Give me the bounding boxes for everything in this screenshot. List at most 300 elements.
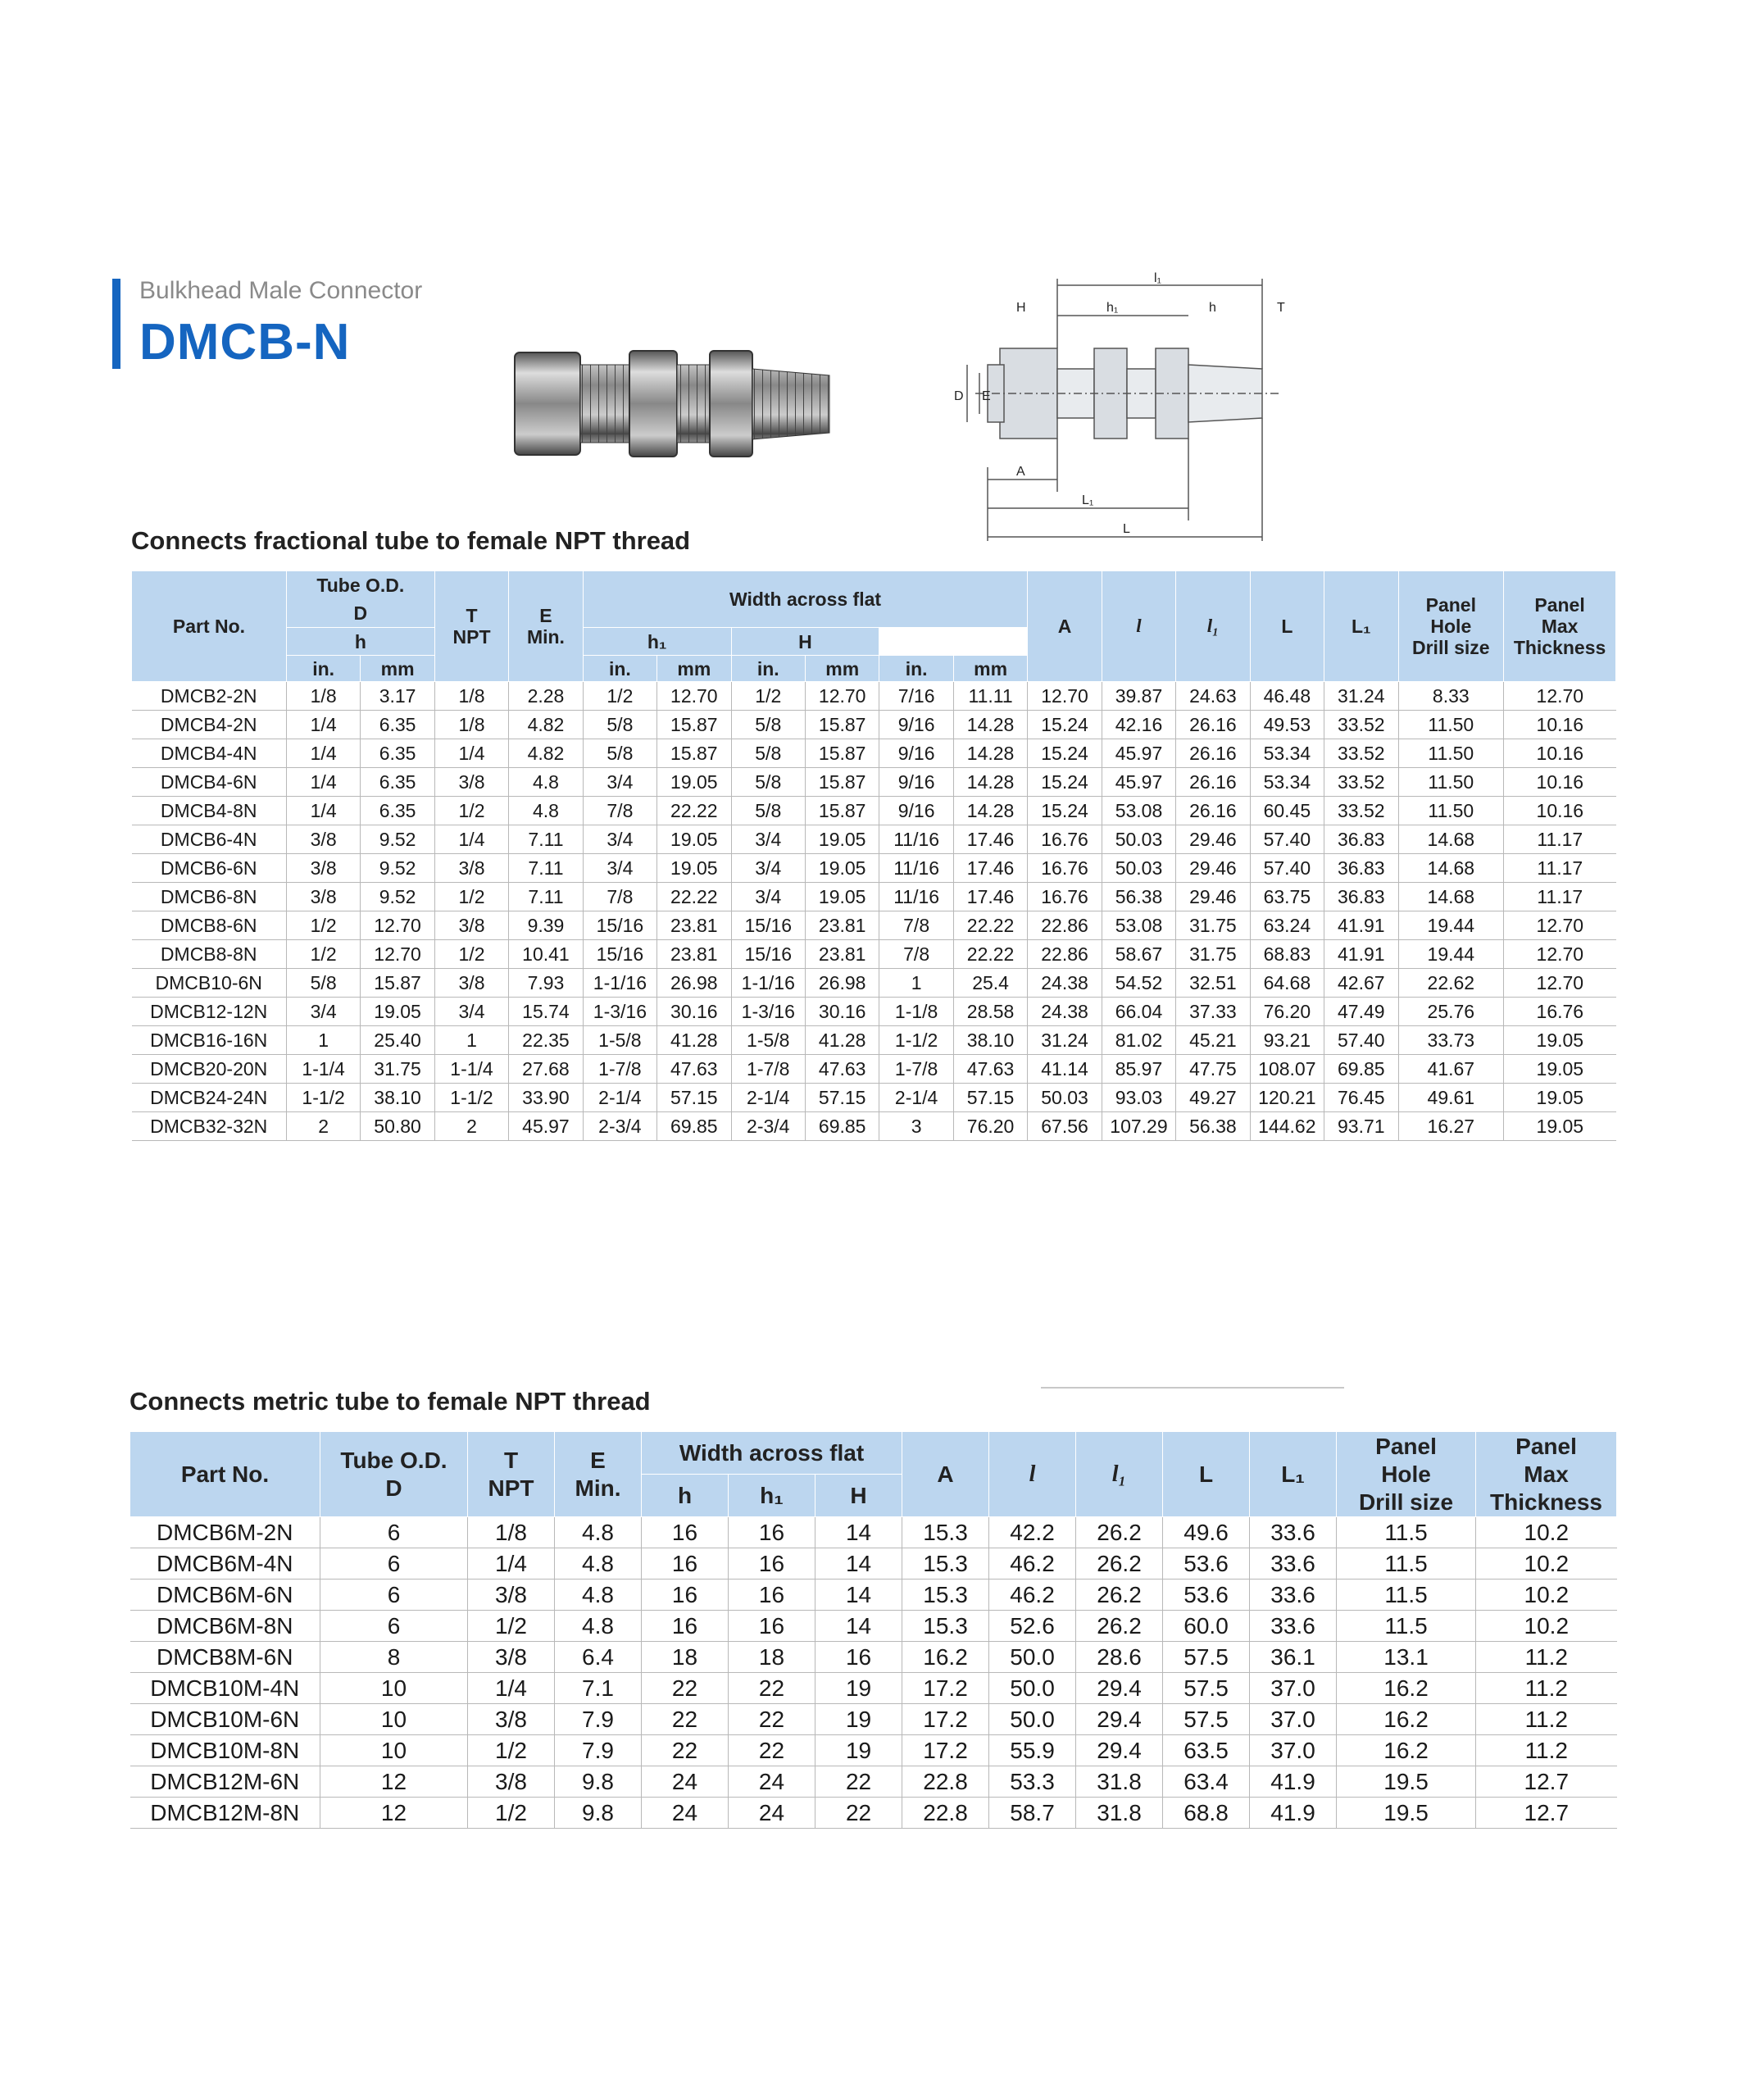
table-cell: 1/4: [286, 711, 360, 739]
table-cell: 7/16: [879, 682, 953, 711]
table-cell: 26.98: [805, 969, 879, 998]
header-h1-in: in.: [731, 656, 805, 682]
metric-header-L: L: [1163, 1432, 1250, 1517]
table-cell: 57.40: [1250, 854, 1324, 883]
table-cell: 63.5: [1163, 1735, 1250, 1766]
table-cell: 1: [286, 1026, 360, 1055]
header-panel-hole-2: Hole: [1430, 616, 1472, 637]
table-cell: 22.8: [902, 1766, 989, 1798]
metric-header-h: h: [642, 1475, 729, 1517]
header-panel-max-3: Thickness: [1513, 637, 1606, 658]
header-l1: l₁: [1176, 571, 1250, 682]
table-cell: 15.3: [902, 1517, 989, 1548]
part-number-cell: DMCB6-8N: [132, 883, 287, 911]
table-cell: 6.35: [361, 768, 434, 797]
table-cell: 26.2: [1076, 1548, 1163, 1580]
table-cell: 15.87: [805, 768, 879, 797]
table-cell: 5/8: [583, 711, 656, 739]
drawing-label-L1: L₁: [1082, 493, 1094, 507]
part-number-cell: DMCB12M-6N: [130, 1766, 320, 1798]
header-h1: h₁: [583, 628, 731, 656]
table-cell: 33.52: [1324, 739, 1398, 768]
table-cell: 12: [320, 1798, 468, 1829]
table-cell: 16: [642, 1548, 729, 1580]
table-cell: 3.17: [361, 682, 434, 711]
header-h: h: [286, 628, 434, 656]
table-cell: 14.28: [953, 711, 1027, 739]
table-cell: 11.50: [1398, 768, 1504, 797]
part-number-cell: DMCB10M-4N: [130, 1673, 320, 1704]
table-cell: 7.1: [555, 1673, 642, 1704]
table-cell: 22.62: [1398, 969, 1504, 998]
part-number-cell: DMCB4-4N: [132, 739, 287, 768]
table-cell: 3/4: [434, 998, 508, 1026]
table-cell: 2.28: [509, 682, 583, 711]
table-cell: 16.76: [1028, 883, 1102, 911]
part-number-cell: DMCB6M-6N: [130, 1580, 320, 1611]
table-cell: 31.75: [1176, 940, 1250, 969]
table-cell: 14.68: [1398, 883, 1504, 911]
table-cell: 7.93: [509, 969, 583, 998]
table-cell: 33.52: [1324, 797, 1398, 825]
table-cell: 47.49: [1324, 998, 1398, 1026]
table-cell: 57.15: [805, 1084, 879, 1112]
table-cell: 5/8: [286, 969, 360, 998]
table-cell: 33.52: [1324, 711, 1398, 739]
table-cell: 24: [729, 1798, 815, 1829]
table-cell: 81.02: [1102, 1026, 1175, 1055]
table-row: [130, 1673, 1617, 1704]
table-cell: 13.1: [1337, 1642, 1476, 1673]
table-cell: 12.70: [1028, 682, 1102, 711]
table-cell: 26.16: [1176, 711, 1250, 739]
table-row: [132, 1112, 1616, 1141]
section-title-metric: Connects metric tube to female NPT thread: [129, 1387, 651, 1416]
table-cell: 1/2: [731, 682, 805, 711]
header-H-mm: mm: [953, 656, 1027, 682]
table-cell: 7.9: [555, 1704, 642, 1735]
table-cell: 46.48: [1250, 682, 1324, 711]
table-cell: 3/4: [731, 883, 805, 911]
table-cell: 22: [729, 1704, 815, 1735]
table-cell: 63.24: [1250, 911, 1324, 940]
table-cell: 26.98: [657, 969, 731, 998]
table-cell: 12.7: [1476, 1798, 1617, 1829]
table-cell: 6: [320, 1611, 468, 1642]
table-cell: 53.34: [1250, 768, 1324, 797]
table-cell: 15.24: [1028, 797, 1102, 825]
header-od-mm: mm: [361, 656, 434, 682]
table-cell: 58.7: [989, 1798, 1076, 1829]
table-cell: 14: [815, 1611, 902, 1642]
table-cell: 16.27: [1398, 1112, 1504, 1141]
table-cell: 14.28: [953, 768, 1027, 797]
header-tube-od-label: Tube O.D.: [316, 575, 405, 596]
table-cell: 24.38: [1028, 998, 1102, 1026]
table-row: [132, 969, 1616, 998]
table-cell: 53.08: [1102, 911, 1175, 940]
table-row: [130, 1735, 1617, 1766]
table-cell: 1/4: [286, 768, 360, 797]
metric-header-tube-od-label: Tube O.D.: [340, 1447, 447, 1473]
table-cell: 15/16: [731, 911, 805, 940]
header-panel-hole: [1398, 571, 1504, 682]
metric-header-a: A: [902, 1432, 989, 1517]
table-cell: 1-7/8: [731, 1055, 805, 1084]
table-cell: 15.24: [1028, 739, 1102, 768]
table-cell: 46.2: [989, 1548, 1076, 1580]
table-cell: 1/4: [286, 739, 360, 768]
table-cell: 49.53: [1250, 711, 1324, 739]
table-row: [132, 998, 1616, 1026]
table-cell: 10: [320, 1735, 468, 1766]
table-cell: 4.8: [509, 797, 583, 825]
table-cell: 11.17: [1504, 854, 1616, 883]
metric-header-panel-max: [1476, 1432, 1617, 1517]
table-row: [132, 1026, 1616, 1055]
table-row: [130, 1548, 1617, 1580]
header-panel-max: [1504, 571, 1616, 682]
table-cell: 1-1/2: [434, 1084, 508, 1112]
table-cell: 11.50: [1398, 797, 1504, 825]
table-cell: 33.6: [1250, 1611, 1337, 1642]
table-cell: 1/2: [434, 797, 508, 825]
table-cell: 108.07: [1250, 1055, 1324, 1084]
table-cell: 69.85: [657, 1112, 731, 1141]
table-cell: 19.5: [1337, 1766, 1476, 1798]
table-cell: 4.8: [509, 768, 583, 797]
table-cell: 41.14: [1028, 1055, 1102, 1084]
table-cell: 47.63: [953, 1055, 1027, 1084]
table-cell: 3/8: [286, 854, 360, 883]
table-cell: 11.11: [953, 682, 1027, 711]
table-cell: 31.8: [1076, 1798, 1163, 1829]
header-d-label: D: [353, 602, 368, 624]
table-cell: 9/16: [879, 768, 953, 797]
table-cell: 12.70: [805, 682, 879, 711]
table-cell: 3/4: [583, 825, 656, 854]
table-cell: 16.2: [902, 1642, 989, 1673]
table-cell: 45.21: [1176, 1026, 1250, 1055]
table-cell: 15.24: [1028, 768, 1102, 797]
table-cell: 3/8: [468, 1704, 555, 1735]
table-cell: 37.0: [1250, 1673, 1337, 1704]
metric-header-H: H: [815, 1475, 902, 1517]
table-cell: 24.63: [1176, 682, 1250, 711]
table-cell: 17.2: [902, 1704, 989, 1735]
table-cell: 11.2: [1476, 1642, 1617, 1673]
table-cell: 19.05: [657, 768, 731, 797]
table-cell: 57.15: [953, 1084, 1027, 1112]
table-cell: 14.28: [953, 739, 1027, 768]
table-cell: 9.52: [361, 854, 434, 883]
table-cell: 50.0: [989, 1704, 1076, 1735]
table-cell: 12.7: [1476, 1766, 1617, 1798]
table-cell: 5/8: [731, 711, 805, 739]
table-cell: 18: [729, 1642, 815, 1673]
table-cell: 16.2: [1337, 1673, 1476, 1704]
table-cell: 50.80: [361, 1112, 434, 1141]
table-cell: 19.05: [657, 825, 731, 854]
table-cell: 120.21: [1250, 1084, 1324, 1112]
table-cell: 66.04: [1102, 998, 1175, 1026]
table-cell: 33.73: [1398, 1026, 1504, 1055]
table-cell: 41.9: [1250, 1766, 1337, 1798]
table-cell: 11.2: [1476, 1673, 1617, 1704]
table-cell: 9.39: [509, 911, 583, 940]
table-cell: 17.2: [902, 1673, 989, 1704]
header-h-in: in.: [583, 656, 656, 682]
table-cell: 15/16: [583, 911, 656, 940]
table-cell: 1/4: [434, 825, 508, 854]
table-row: [130, 1580, 1617, 1611]
table-cell: 14: [815, 1517, 902, 1548]
metric-header-npt-label: NPT: [488, 1475, 534, 1501]
part-number-cell: DMCB2-2N: [132, 682, 287, 711]
table-cell: 29.4: [1076, 1704, 1163, 1735]
drawing-label-T: T: [1277, 301, 1285, 315]
table-cell: 11.5: [1337, 1580, 1476, 1611]
table-cell: 23.81: [805, 911, 879, 940]
table-cell: 9.52: [361, 825, 434, 854]
table-cell: 15.87: [805, 711, 879, 739]
table-cell: 19.05: [1504, 1055, 1616, 1084]
metric-spec-table: [129, 1431, 1617, 1829]
table-cell: 14: [815, 1548, 902, 1580]
table-cell: 12.70: [361, 911, 434, 940]
metric-table-body: [130, 1517, 1617, 1829]
table-cell: 14.68: [1398, 825, 1504, 854]
table-cell: 50.03: [1028, 1084, 1102, 1112]
table-cell: 12.70: [1504, 940, 1616, 969]
table-cell: 31.24: [1324, 682, 1398, 711]
table-cell: 76.20: [953, 1112, 1027, 1141]
part-number-cell: DMCB32-32N: [132, 1112, 287, 1141]
table-cell: 3/8: [468, 1642, 555, 1673]
table-cell: 57.15: [657, 1084, 731, 1112]
table-cell: 45.97: [1102, 739, 1175, 768]
table-cell: 64.68: [1250, 969, 1324, 998]
table-cell: 29.4: [1076, 1735, 1163, 1766]
table-cell: 31.8: [1076, 1766, 1163, 1798]
table-cell: 19: [815, 1735, 902, 1766]
table-cell: 1: [879, 969, 953, 998]
table-cell: 1/2: [286, 911, 360, 940]
table-cell: 15.74: [509, 998, 583, 1026]
table-cell: 3/8: [468, 1766, 555, 1798]
table-cell: 14.28: [953, 797, 1027, 825]
table-cell: 8: [320, 1642, 468, 1673]
metric-header-tube-od: [320, 1432, 468, 1517]
table-cell: 38.10: [953, 1026, 1027, 1055]
table-cell: 1/8: [468, 1517, 555, 1548]
table-cell: 18: [642, 1642, 729, 1673]
table-cell: 1/4: [468, 1548, 555, 1580]
metric-header-e: [555, 1432, 642, 1517]
header-min-label: Min.: [526, 626, 565, 648]
table-cell: 7/8: [583, 883, 656, 911]
table-cell: 15/16: [731, 940, 805, 969]
table-row: [132, 883, 1616, 911]
header-t: [434, 571, 508, 682]
table-cell: 69.85: [1324, 1055, 1398, 1084]
table-cell: 15/16: [583, 940, 656, 969]
table-cell: 6.4: [555, 1642, 642, 1673]
table-cell: 11/16: [879, 883, 953, 911]
table-row: [132, 1055, 1616, 1084]
table-row: [132, 768, 1616, 797]
header-od-in: in.: [286, 656, 360, 682]
part-number-cell: DMCB16-16N: [132, 1026, 287, 1055]
table-cell: 7.11: [509, 883, 583, 911]
table-cell: 36.83: [1324, 854, 1398, 883]
table-cell: 42.16: [1102, 711, 1175, 739]
header-H-in: in.: [879, 656, 953, 682]
table-cell: 16: [815, 1642, 902, 1673]
faint-rule-line: [1041, 1385, 1344, 1390]
table-cell: 1-7/8: [583, 1055, 656, 1084]
table-cell: 22: [729, 1673, 815, 1704]
table-cell: 2-3/4: [731, 1112, 805, 1141]
table-cell: 11/16: [879, 854, 953, 883]
section-title-fractional: Connects fractional tube to female NPT thread: [131, 526, 691, 555]
part-number-cell: DMCB10-6N: [132, 969, 287, 998]
table-cell: 47.63: [657, 1055, 731, 1084]
table-cell: 10.2: [1476, 1548, 1617, 1580]
table-cell: 57.40: [1324, 1026, 1398, 1055]
table-cell: 36.1: [1250, 1642, 1337, 1673]
table-cell: 16: [729, 1580, 815, 1611]
table-cell: 6: [320, 1580, 468, 1611]
table-cell: 9.8: [555, 1798, 642, 1829]
table-cell: 25.76: [1398, 998, 1504, 1026]
table-cell: 60.0: [1163, 1611, 1250, 1642]
table-cell: 12.70: [657, 682, 731, 711]
table-cell: 46.2: [989, 1580, 1076, 1611]
table-cell: 16: [642, 1580, 729, 1611]
table-cell: 3: [879, 1112, 953, 1141]
fractional-table-body: [132, 682, 1616, 1141]
table-cell: 23.81: [657, 911, 731, 940]
table-cell: 22.86: [1028, 940, 1102, 969]
table-cell: 1-1/2: [286, 1084, 360, 1112]
table-cell: 7.11: [509, 854, 583, 883]
table-cell: 76.20: [1250, 998, 1324, 1026]
product-photo: [508, 336, 836, 471]
table-cell: 42.67: [1324, 969, 1398, 998]
table-cell: 1/2: [286, 940, 360, 969]
table-row: [130, 1766, 1617, 1798]
table-cell: 12.70: [1504, 969, 1616, 998]
table-cell: 1/2: [468, 1611, 555, 1642]
table-cell: 9/16: [879, 797, 953, 825]
table-cell: 16: [729, 1548, 815, 1580]
table-cell: 1/8: [286, 682, 360, 711]
table-cell: 3/8: [434, 911, 508, 940]
table-cell: 33.6: [1250, 1548, 1337, 1580]
table-cell: 4.8: [555, 1548, 642, 1580]
part-number-cell: DMCB12M-8N: [130, 1798, 320, 1829]
table-cell: 93.03: [1102, 1084, 1175, 1112]
table-row: [132, 682, 1616, 711]
table-cell: 37.33: [1176, 998, 1250, 1026]
part-number-cell: DMCB12-12N: [132, 998, 287, 1026]
table-row: [130, 1517, 1617, 1548]
table-cell: 22: [642, 1673, 729, 1704]
table-cell: 3/8: [434, 768, 508, 797]
table-cell: 22.22: [953, 940, 1027, 969]
table-cell: 67.56: [1028, 1112, 1102, 1141]
table-row: [132, 711, 1616, 739]
part-number-cell: DMCB24-24N: [132, 1084, 287, 1112]
table-cell: 15.87: [657, 711, 731, 739]
table-cell: 47.75: [1176, 1055, 1250, 1084]
table-cell: 45.97: [1102, 768, 1175, 797]
metric-header-panel-hole-2: Hole: [1381, 1461, 1431, 1487]
table-cell: 53.34: [1250, 739, 1324, 768]
header-e-label: E: [539, 605, 552, 626]
header-tube-od: [286, 571, 434, 628]
table-cell: 76.45: [1324, 1084, 1398, 1112]
table-cell: 22.22: [657, 797, 731, 825]
table-row: [132, 854, 1616, 883]
header-panel-hole-1: Panel: [1425, 594, 1476, 616]
technical-drawing: [943, 270, 1320, 557]
metric-header-d-label: D: [385, 1475, 402, 1501]
metric-header-panel-hole: [1337, 1432, 1476, 1517]
table-cell: 54.52: [1102, 969, 1175, 998]
table-cell: 4.8: [555, 1580, 642, 1611]
table-cell: 2-1/4: [731, 1084, 805, 1112]
table-cell: 1: [434, 1026, 508, 1055]
table-cell: 37.0: [1250, 1735, 1337, 1766]
table-cell: 1-7/8: [879, 1055, 953, 1084]
table-cell: 1/4: [434, 739, 508, 768]
table-cell: 69.85: [805, 1112, 879, 1141]
table-cell: 22.22: [953, 911, 1027, 940]
table-cell: 93.21: [1250, 1026, 1324, 1055]
table-cell: 19.05: [805, 883, 879, 911]
table-cell: 26.2: [1076, 1517, 1163, 1548]
metric-header-panel-hole-1: Panel: [1375, 1433, 1437, 1459]
table-cell: 5/8: [731, 739, 805, 768]
table-cell: 37.0: [1250, 1704, 1337, 1735]
table-cell: 57.5: [1163, 1673, 1250, 1704]
table-cell: 11.50: [1398, 739, 1504, 768]
table-cell: 1-1/2: [879, 1026, 953, 1055]
table-cell: 3/4: [286, 998, 360, 1026]
table-cell: 10.2: [1476, 1611, 1617, 1642]
metric-header-t: [468, 1432, 555, 1517]
header-panel-hole-3: Drill size: [1412, 637, 1490, 658]
table-cell: 26.16: [1176, 739, 1250, 768]
part-number-cell: DMCB6M-2N: [130, 1517, 320, 1548]
table-cell: 12.70: [1504, 911, 1616, 940]
table-row: [130, 1611, 1617, 1642]
table-cell: 4.8: [555, 1611, 642, 1642]
table-cell: 1-1/16: [731, 969, 805, 998]
table-cell: 57.5: [1163, 1642, 1250, 1673]
table-cell: 11.5: [1337, 1548, 1476, 1580]
drawing-label-D: D: [954, 389, 964, 403]
table-cell: 11.5: [1337, 1517, 1476, 1548]
table-cell: 16.76: [1504, 998, 1616, 1026]
table-cell: 1/8: [434, 682, 508, 711]
table-cell: 49.61: [1398, 1084, 1504, 1112]
table-cell: 11.2: [1476, 1735, 1617, 1766]
table-cell: 3/8: [286, 883, 360, 911]
table-cell: 41.67: [1398, 1055, 1504, 1084]
